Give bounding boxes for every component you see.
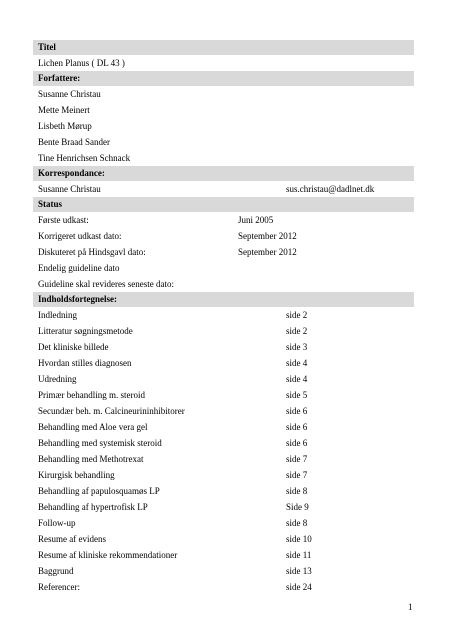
author-name: Mette Meinert (38, 105, 90, 115)
toc-row (33, 467, 414, 483)
status-value: Juni 2005 (238, 215, 274, 225)
toc-label: Follow-up (38, 518, 76, 528)
status-row (33, 228, 414, 244)
header-text: Indholdsfortegnelse: (38, 294, 118, 304)
correspondent-name: Susanne Christau (38, 184, 101, 194)
toc-row (33, 355, 414, 371)
status-value: September 2012 (238, 247, 297, 257)
toc-page: side 6 (286, 422, 308, 432)
toc-page: side 10 (286, 534, 312, 544)
header-text: Forfattere: (38, 73, 81, 83)
header-text: Korrespondance: (38, 168, 105, 178)
toc-label: Hvordan stilles diagnosen (38, 358, 132, 368)
toc-label: Resume af kliniske rekommendationer (38, 550, 178, 560)
toc-page: side 7 (286, 470, 308, 480)
toc-page: side 8 (286, 518, 308, 528)
author-row (33, 118, 414, 134)
toc-page: side 3 (286, 342, 308, 352)
toc-row (33, 563, 414, 579)
toc-page: side 13 (286, 566, 312, 576)
toc-row (33, 419, 414, 435)
status-value: September 2012 (238, 231, 297, 241)
section-header-status (33, 197, 414, 212)
toc-row (33, 371, 414, 387)
toc-page: side 4 (286, 374, 308, 384)
status-label: Første udkast: (38, 215, 89, 225)
section-header-korrespondance (33, 166, 414, 181)
guideline-info-table (33, 40, 414, 595)
title-row (33, 55, 414, 71)
toc-row (33, 339, 414, 355)
toc-label: Udredning (38, 374, 77, 384)
author-name: Lisbeth Mørup (38, 121, 92, 131)
correspondent-email: sus.christau@dadlnet.dk (286, 184, 375, 194)
toc-label: Det kliniske billede (38, 342, 109, 352)
author-name: Tine Henrichsen Schnack (38, 153, 131, 163)
toc-row (33, 451, 414, 467)
status-label: Guideline skal revideres seneste dato: (38, 279, 174, 289)
author-row (33, 150, 414, 166)
toc-page: side 11 (286, 550, 312, 560)
toc-page: side 2 (286, 310, 308, 320)
status-row (33, 276, 414, 292)
toc-page: side 6 (286, 406, 308, 416)
toc-label: Behandling med Methotrexat (38, 454, 144, 464)
section-header-titel (33, 40, 414, 55)
header-text: Titel (38, 42, 56, 52)
toc-row (33, 323, 414, 339)
document-title: Lichen Planus ( DL 43 ) (38, 58, 125, 68)
toc-row (33, 579, 414, 595)
toc-row (33, 531, 414, 547)
toc-row (33, 307, 414, 323)
status-label: Endelig guideline dato (38, 263, 120, 273)
toc-row (33, 547, 414, 563)
toc-page: side 5 (286, 390, 308, 400)
toc-label: Behandling med systemisk steroid (38, 438, 162, 448)
correspondence-row (33, 181, 414, 197)
toc-page: side 6 (286, 438, 308, 448)
status-row (33, 260, 414, 276)
page-number: 1 (408, 602, 413, 612)
toc-page: side 24 (286, 582, 312, 592)
toc-row (33, 387, 414, 403)
toc-label: Kirurgisk behandling (38, 470, 115, 480)
toc-label: Behandling af papulosquamøs LP (38, 486, 160, 496)
toc-page: Side 9 (286, 502, 309, 512)
toc-label: Referencer: (38, 582, 80, 592)
toc-row (33, 483, 414, 499)
toc-row (33, 435, 414, 451)
status-row (33, 244, 414, 260)
author-row (33, 134, 414, 150)
section-header-indhold (33, 292, 414, 307)
toc-page: side 8 (286, 486, 308, 496)
status-row (33, 212, 414, 228)
toc-label: Primær behandling m. steroid (38, 390, 145, 400)
author-row (33, 102, 414, 118)
toc-label: Secundær beh. m. Calcineurininhibitorer (38, 406, 185, 416)
toc-label: Resume af evidens (38, 534, 106, 544)
toc-label: Baggrund (38, 566, 74, 576)
author-name: Susanne Christau (38, 89, 101, 99)
status-label: Korrigeret udkast dato: (38, 231, 122, 241)
toc-row (33, 499, 414, 515)
author-row (33, 86, 414, 102)
status-label: Diskuteret på Hindsgavl dato: (38, 247, 146, 257)
toc-page: side 7 (286, 454, 308, 464)
toc-label: Behandling med Aloe vera gel (38, 422, 148, 432)
toc-page: side 4 (286, 358, 308, 368)
toc-label: Indledning (38, 310, 77, 320)
section-header-forfattere (33, 71, 414, 86)
toc-row (33, 403, 414, 419)
toc-row (33, 515, 414, 531)
toc-label: Litteratur søgningsmetode (38, 326, 133, 336)
header-text: Status (38, 199, 63, 209)
toc-page: side 2 (286, 326, 308, 336)
author-name: Bente Braad Sander (38, 137, 110, 147)
toc-label: Behandling af hypertrofisk LP (38, 502, 148, 512)
